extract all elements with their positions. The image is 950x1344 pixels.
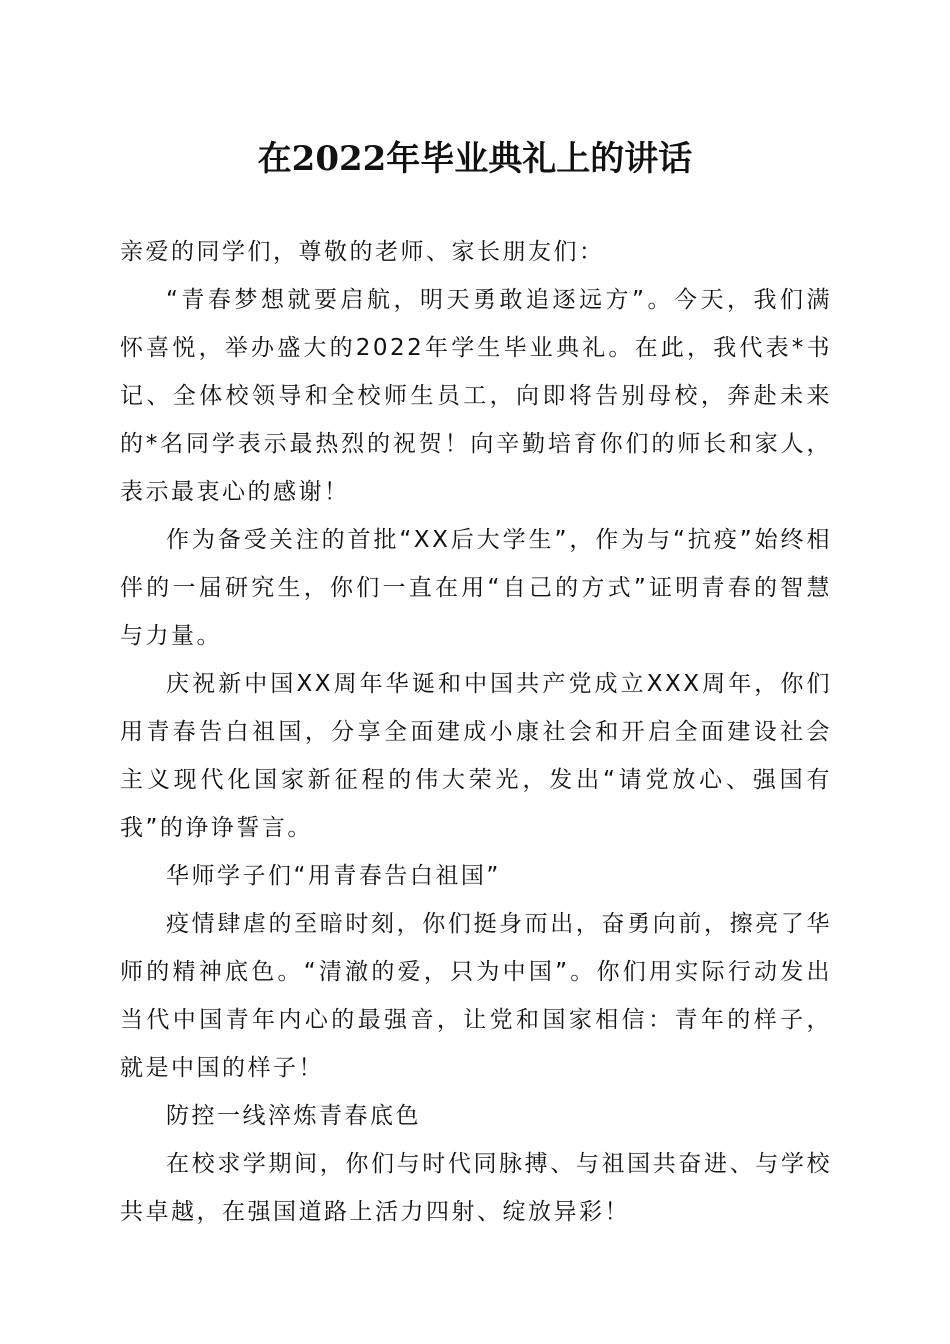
salutation: 亲爱的同学们，尊敬的老师、家长朋友们： (120, 239, 605, 265)
document-body (120, 228, 832, 1236)
paragraph-campus: 在校求学期间，你们与时代同脉搏、与祖国共奋进、与学校共卓越，在强国道路上活力四射、绽放异彩！ (120, 1151, 832, 1225)
paragraph-opening: “青春梦想就要启航，明天勇敢追逐远方”。今天，我们满怀喜悦，举办盛大的2022年学生毕业典礼。在此，我代表*书记、全体校领导和全校师生员工，向即将告别母校，奔赴未来的*名同学表示最热烈的祝贺！向辛勤培育你们的师长和家人，表示最衷心的感谢！ (120, 287, 832, 505)
section-heading-youth: 华师学子们“用青春告白祖国” (166, 863, 501, 889)
document-title: 在2022年毕业典礼上的讲话 (257, 139, 693, 179)
paragraph-graduates: 作为备受关注的首批“XX后大学生”，作为与“抗疫”始终相伴的一届研究生，你们一直在用“自己的方式”证明青春的智慧与力量。 (120, 527, 832, 649)
section-heading-frontline: 防控一线淬炼青春底色 (166, 1103, 421, 1129)
paragraph-epidemic: 疫情肆虐的至暗时刻，你们挺身而出，奋勇向前，擦亮了华师的精神底色。“清澈的爱，只为中国”。你们用实际行动发出当代中国青年内心的最强音，让党和国家相信：青年的样子，就是中国的样子！ (120, 911, 832, 1081)
paragraph-celebration: 庆祝新中国XX周年华诞和中国共产党成立XXX周年，你们用青春告白祖国，分享全面建成小康社会和开启全面建设社会主义现代化国家新征程的伟大荣光，发出“请党放心、强国有我”的诤诤誓言。 (120, 671, 832, 841)
